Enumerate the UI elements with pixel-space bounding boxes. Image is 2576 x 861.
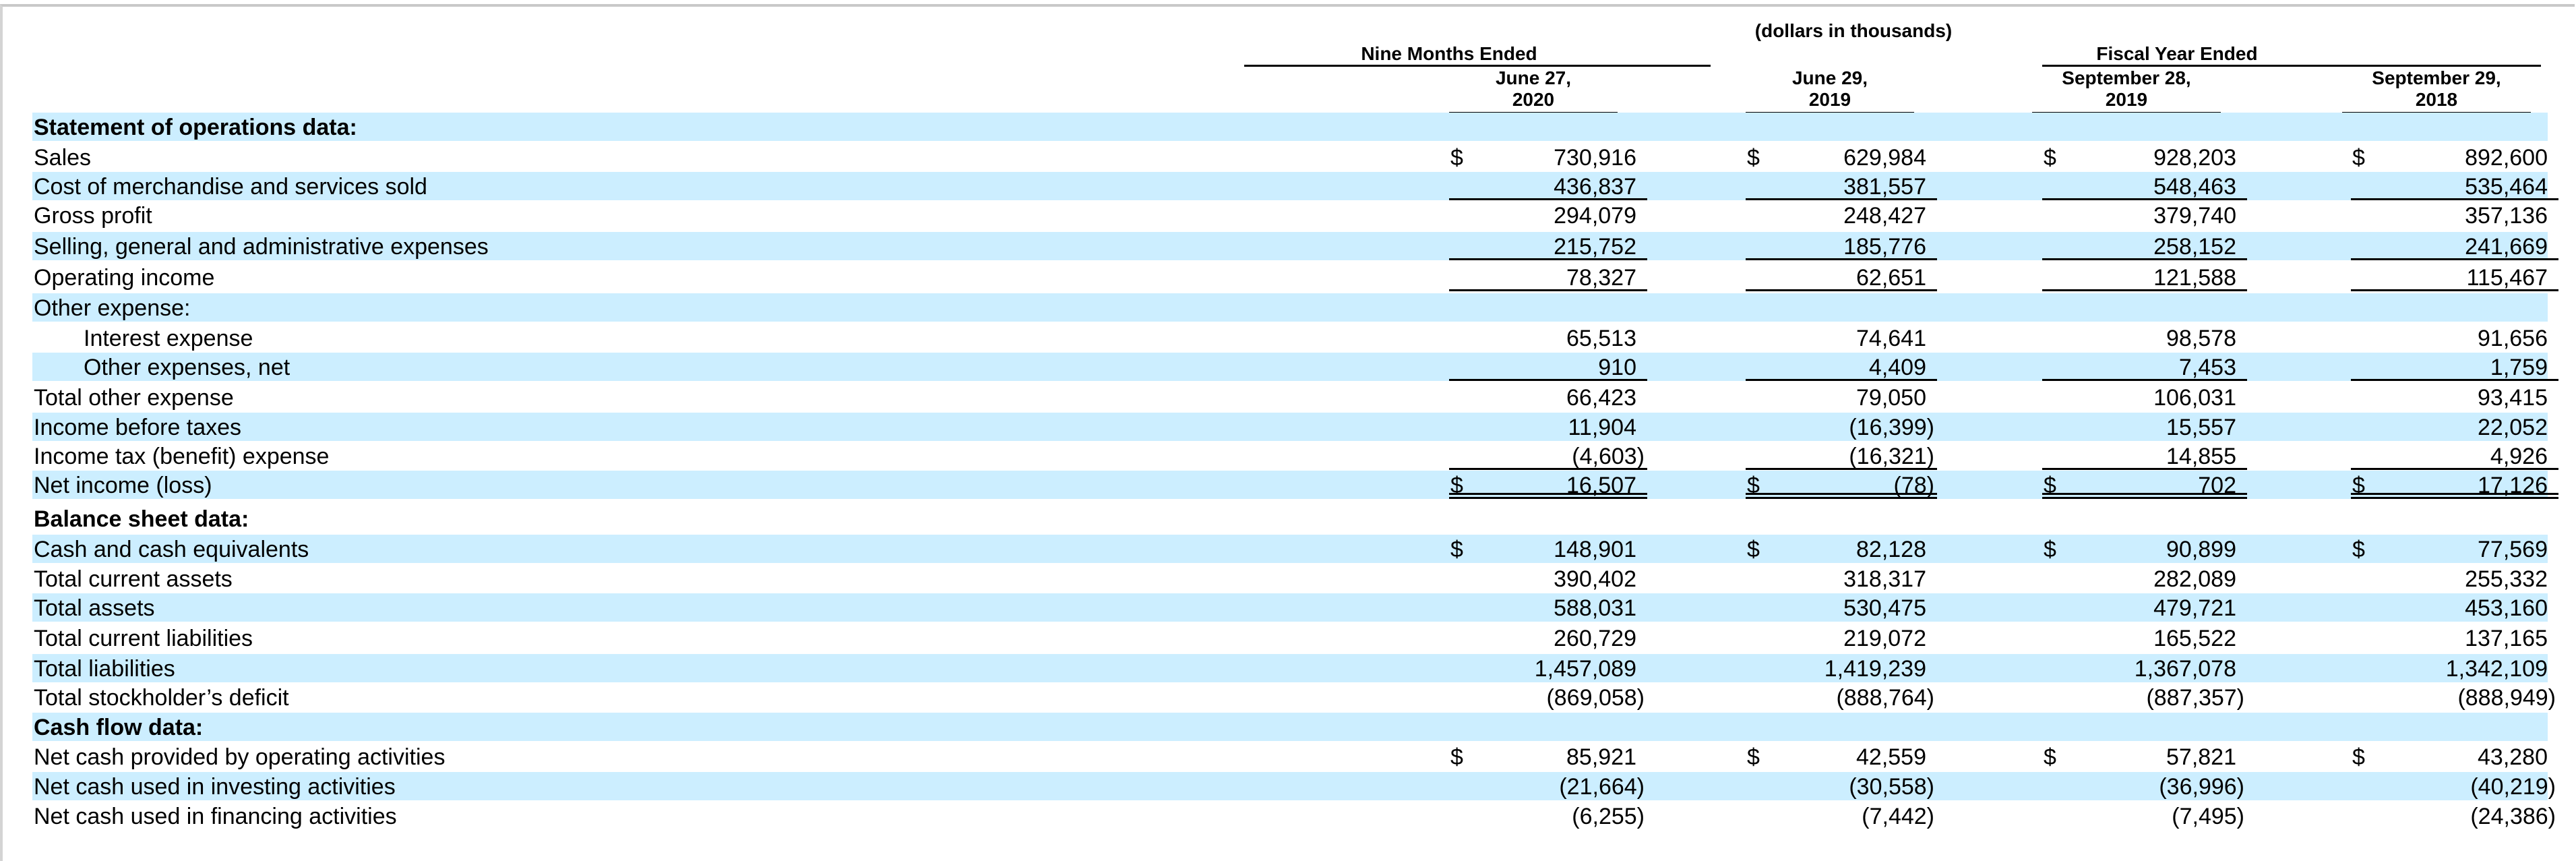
row-label: Cost of merchandise and services sold bbox=[34, 174, 427, 200]
cell-value: 436,837 bbox=[1554, 174, 1636, 200]
underline bbox=[2351, 442, 2558, 470]
currency-symbol: $ bbox=[2352, 744, 2365, 770]
cell-value: 62,651 bbox=[1856, 265, 1926, 291]
underline bbox=[2042, 353, 2247, 381]
cell-value: 77,569 bbox=[2478, 537, 2548, 562]
cell-value: 148,901 bbox=[1554, 537, 1636, 562]
group-rule-nine-months bbox=[1244, 65, 1711, 67]
cell-value: 1,457,089 bbox=[1534, 656, 1636, 682]
double-underline bbox=[1449, 471, 1647, 499]
cell-value: 121,588 bbox=[2153, 265, 2236, 291]
cell-value: 4,926 bbox=[2490, 444, 2548, 469]
column-header-4 bbox=[2342, 67, 2531, 114]
cell-value: 78,327 bbox=[1566, 265, 1636, 291]
cell-value: 479,721 bbox=[2153, 595, 2236, 621]
cell-value: (16,321) bbox=[1849, 444, 1934, 469]
cell-value: 57,821 bbox=[2166, 744, 2236, 770]
cell-value: 381,557 bbox=[1843, 174, 1926, 200]
cell-value: 16,507 bbox=[1566, 473, 1636, 498]
cell-value: 379,740 bbox=[2153, 203, 2236, 229]
currency-symbol: $ bbox=[1450, 145, 1463, 171]
row-label: Total other expense bbox=[34, 385, 234, 411]
table-row bbox=[32, 113, 2548, 141]
column-header-line1: June 27, bbox=[1495, 67, 1572, 88]
double-underline bbox=[1746, 471, 1937, 499]
table-row bbox=[32, 293, 2548, 322]
row-label: Income before taxes bbox=[34, 415, 242, 440]
cell-value: (4,603) bbox=[1572, 444, 1645, 469]
table-row bbox=[32, 713, 2548, 741]
underline bbox=[2042, 263, 2247, 291]
cell-value: 1,367,078 bbox=[2134, 656, 2236, 682]
currency-symbol: $ bbox=[1450, 744, 1463, 770]
cell-value: 453,160 bbox=[2465, 595, 2548, 621]
row-label: Operating income bbox=[34, 265, 215, 291]
cell-value: 79,050 bbox=[1856, 385, 1926, 411]
cell-value: 165,522 bbox=[2153, 626, 2236, 651]
cell-value: (21,664) bbox=[1559, 774, 1645, 800]
cell-value: (40,219) bbox=[2470, 774, 2556, 800]
underline bbox=[2042, 172, 2247, 200]
underline bbox=[2351, 263, 2558, 291]
cell-value: 702 bbox=[2198, 473, 2236, 498]
cell-value: 185,776 bbox=[1843, 234, 1926, 260]
column-header-1 bbox=[1449, 67, 1618, 114]
row-label: Total current liabilities bbox=[34, 626, 253, 651]
row-label: Other expenses, net bbox=[84, 355, 290, 380]
table-row bbox=[32, 504, 2548, 533]
column-header-line2: 2020 bbox=[1512, 89, 1555, 110]
cell-value: 65,513 bbox=[1566, 326, 1636, 351]
group-header-fiscal-year: Fiscal Year Ended bbox=[2096, 43, 2258, 64]
underline bbox=[1449, 263, 1647, 291]
column-header-line2: 2019 bbox=[1808, 89, 1851, 110]
cell-value: 548,463 bbox=[2153, 174, 2236, 200]
cell-value: 98,578 bbox=[2166, 326, 2236, 351]
underline bbox=[2351, 232, 2558, 260]
cell-value: 535,464 bbox=[2465, 174, 2548, 200]
table-row bbox=[32, 442, 2548, 470]
underline bbox=[1449, 232, 1647, 260]
cell-value: 7,453 bbox=[2178, 355, 2236, 380]
underline bbox=[1746, 442, 1937, 470]
cell-value: (887,357) bbox=[2146, 685, 2244, 711]
double-underline bbox=[2351, 471, 2558, 499]
table-row bbox=[32, 654, 2548, 682]
underline bbox=[2042, 232, 2247, 260]
row-label: Total liabilities bbox=[34, 656, 175, 682]
cell-value: 730,916 bbox=[1554, 145, 1636, 171]
cell-value: 66,423 bbox=[1566, 385, 1636, 411]
cell-value: 215,752 bbox=[1554, 234, 1636, 260]
row-label: Net income (loss) bbox=[34, 473, 212, 498]
cell-value: 17,126 bbox=[2478, 473, 2548, 498]
cell-value: 22,052 bbox=[2478, 415, 2548, 440]
table-row bbox=[32, 232, 2548, 260]
row-label: Net cash used in investing activities bbox=[34, 774, 396, 800]
cell-value: 42,559 bbox=[1856, 744, 1926, 770]
cell-value: 91,656 bbox=[2478, 326, 2548, 351]
table-row bbox=[32, 353, 2548, 381]
units-caption: (dollars in thousands) bbox=[1754, 20, 1953, 41]
cell-value: 892,600 bbox=[2465, 145, 2548, 171]
currency-symbol: $ bbox=[2044, 145, 2056, 171]
cell-value: (78) bbox=[1893, 473, 1934, 498]
cell-value: (24,386) bbox=[2470, 804, 2556, 829]
table-row bbox=[32, 742, 2548, 771]
column-header-2 bbox=[1746, 67, 1914, 114]
cell-value: 928,203 bbox=[2153, 145, 2236, 171]
currency-symbol: $ bbox=[2352, 145, 2365, 171]
row-label: Income tax (benefit) expense bbox=[34, 444, 330, 469]
cell-value: 14,855 bbox=[2166, 444, 2236, 469]
group-rule-fiscal-year bbox=[2042, 65, 2541, 67]
cell-value: (869,058) bbox=[1546, 685, 1645, 711]
cell-value: 15,557 bbox=[2166, 415, 2236, 440]
currency-symbol: $ bbox=[1747, 744, 1760, 770]
cell-value: 137,165 bbox=[2465, 626, 2548, 651]
column-header-3 bbox=[2032, 67, 2221, 114]
cell-value: 219,072 bbox=[1843, 626, 1926, 651]
cell-value: (36,996) bbox=[2159, 774, 2244, 800]
currency-symbol: $ bbox=[2352, 537, 2365, 562]
cell-value: 294,079 bbox=[1554, 203, 1636, 229]
row-label: Statement of operations data: bbox=[34, 115, 357, 140]
cell-value: 241,669 bbox=[2465, 234, 2548, 260]
cell-value: 255,332 bbox=[2465, 566, 2548, 592]
currency-symbol: $ bbox=[2044, 537, 2056, 562]
underline bbox=[1449, 442, 1647, 470]
row-label: Interest expense bbox=[84, 326, 253, 351]
underline bbox=[1746, 172, 1937, 200]
cell-value: 318,317 bbox=[1843, 566, 1926, 592]
table-row bbox=[32, 143, 2548, 171]
table-row bbox=[32, 593, 2548, 622]
cell-value: 115,467 bbox=[2466, 265, 2548, 291]
row-label: Cash and cash equivalents bbox=[34, 537, 309, 562]
cell-value: (16,399) bbox=[1849, 415, 1934, 440]
currency-symbol: $ bbox=[2044, 744, 2056, 770]
cell-value: 11,904 bbox=[1568, 415, 1636, 440]
table-row bbox=[32, 172, 2548, 200]
row-label: Sales bbox=[34, 145, 92, 171]
row-label: Balance sheet data: bbox=[34, 506, 249, 532]
column-header-line1: September 28, bbox=[2062, 67, 2191, 88]
cell-value: 1,419,239 bbox=[1824, 656, 1926, 682]
underline bbox=[1746, 232, 1937, 260]
cell-value: (7,495) bbox=[2172, 804, 2244, 829]
cell-value: 910 bbox=[1598, 355, 1636, 380]
table-row bbox=[32, 564, 2548, 593]
column-header-line2: 2018 bbox=[2415, 89, 2458, 110]
row-label: Net cash used in financing activities bbox=[34, 804, 397, 829]
table-row bbox=[32, 324, 2548, 352]
cell-value: 588,031 bbox=[1554, 595, 1636, 621]
underline bbox=[1746, 263, 1937, 291]
table-row bbox=[32, 413, 2548, 441]
table-row bbox=[32, 471, 2548, 499]
cell-value: (888,949) bbox=[2457, 685, 2556, 711]
cell-value: 1,759 bbox=[2490, 355, 2548, 380]
table-row bbox=[32, 772, 2556, 800]
column-header-line1: September 29, bbox=[2372, 67, 2501, 88]
cell-value: 530,475 bbox=[1843, 595, 1926, 621]
underline bbox=[1746, 353, 1937, 381]
cell-value: 90,899 bbox=[2166, 537, 2236, 562]
currency-symbol: $ bbox=[2044, 473, 2056, 498]
cell-value: 629,984 bbox=[1843, 145, 1926, 171]
cell-value: 85,921 bbox=[1566, 744, 1636, 770]
cell-value: 93,415 bbox=[2478, 385, 2548, 411]
underline bbox=[1449, 353, 1647, 381]
cell-value: 248,427 bbox=[1843, 203, 1926, 229]
cell-value: 106,031 bbox=[2153, 385, 2236, 411]
column-header-line2: 2019 bbox=[2105, 89, 2148, 110]
cell-value: (888,764) bbox=[1836, 685, 1934, 711]
cell-value: 260,729 bbox=[1554, 626, 1636, 651]
cell-value: 74,641 bbox=[1856, 326, 1926, 351]
row-label: Total current assets bbox=[34, 566, 233, 592]
row-label: Gross profit bbox=[34, 203, 152, 229]
table-row bbox=[32, 383, 2548, 411]
underline bbox=[2351, 353, 2558, 381]
cell-value: 82,128 bbox=[1856, 537, 1926, 562]
table-row bbox=[32, 683, 2556, 711]
group-header-nine-months: Nine Months Ended bbox=[1361, 43, 1537, 64]
row-label: Cash flow data: bbox=[34, 715, 204, 740]
row-label: Selling, general and administrative expenses bbox=[34, 234, 489, 260]
cell-value: (6,255) bbox=[1572, 804, 1645, 829]
table-row bbox=[32, 201, 2548, 229]
cell-value: 4,409 bbox=[1868, 355, 1926, 380]
underline bbox=[2042, 442, 2247, 470]
underline bbox=[1449, 172, 1647, 200]
currency-symbol: $ bbox=[2352, 473, 2365, 498]
table-row bbox=[32, 535, 2548, 563]
currency-symbol: $ bbox=[1747, 473, 1760, 498]
cell-value: (30,558) bbox=[1849, 774, 1934, 800]
currency-symbol: $ bbox=[1450, 537, 1463, 562]
row-label: Net cash provided by operating activities bbox=[34, 744, 446, 770]
row-label: Total assets bbox=[34, 595, 155, 621]
row-label: Other expense: bbox=[34, 295, 191, 321]
cell-value: (7,442) bbox=[1862, 804, 1934, 829]
cell-value: 282,089 bbox=[2153, 566, 2236, 592]
table-row bbox=[32, 624, 2548, 652]
cell-value: 43,280 bbox=[2478, 744, 2548, 770]
row-label: Total stockholder’s deficit bbox=[34, 685, 289, 711]
currency-symbol: $ bbox=[1747, 145, 1760, 171]
table-row bbox=[32, 263, 2548, 291]
cell-value: 258,152 bbox=[2153, 234, 2236, 260]
currency-symbol: $ bbox=[1450, 473, 1463, 498]
cell-value: 357,136 bbox=[2465, 203, 2548, 229]
currency-symbol: $ bbox=[1747, 537, 1760, 562]
cell-value: 1,342,109 bbox=[2445, 656, 2548, 682]
table-row bbox=[32, 802, 2556, 830]
underline bbox=[2351, 172, 2558, 200]
cell-value: 390,402 bbox=[1554, 566, 1636, 592]
double-underline bbox=[2042, 471, 2247, 499]
column-header-line1: June 29, bbox=[1791, 67, 1868, 88]
